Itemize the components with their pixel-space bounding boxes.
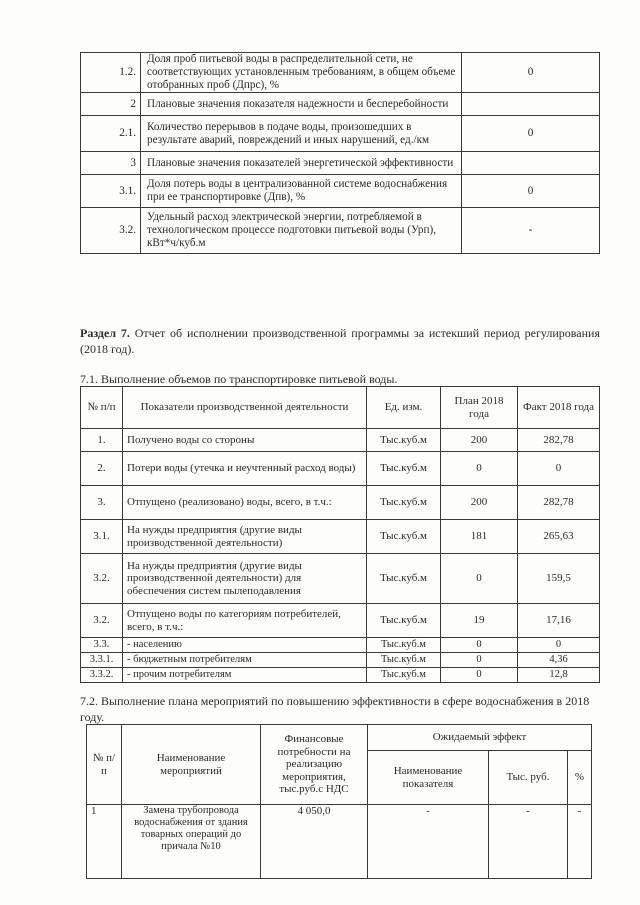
row-unit: Тыс.куб.м — [367, 429, 441, 452]
row-fact: 282,78 — [518, 486, 600, 520]
row-number: 2. — [81, 452, 123, 486]
row-fact: 265,63 — [518, 520, 600, 554]
row-plan: 200 — [441, 486, 518, 520]
table-row — [81, 93, 600, 116]
row-measure-name: Замена трубопровода водоснабжения от здания товарных операций до причала №10 — [122, 805, 261, 879]
row-text: Плановые значения показателя надежности и бесперебойности — [141, 93, 462, 116]
row-value: 0 — [462, 175, 600, 208]
row-text: Доля проб питьевой воды в распределительной сети, не соответствующих установленным требованиям, в общем объеме отобранных проб (Дпрс), % — [141, 53, 462, 93]
indicators-table — [80, 52, 600, 254]
table-row — [81, 116, 600, 152]
header-name: Наименование мероприятий — [122, 725, 261, 805]
measures-table — [86, 724, 592, 879]
row-indicator: - бюджетным потребителям — [123, 653, 367, 668]
table-row — [81, 486, 600, 520]
row-number: 3.2. — [81, 604, 123, 638]
row-number: 3.2. — [81, 554, 123, 604]
row-number: 3. — [81, 486, 123, 520]
row-unit: Тыс.куб.м — [367, 486, 441, 520]
table-7-2-caption: 7.2. Выполнение плана мероприятий по повышению эффективности в сфере водоснабжения в 2018 году. — [80, 694, 590, 724]
row-number: 3 — [81, 152, 141, 175]
row-fact: 159,5 — [518, 554, 600, 604]
row-indicator: - населению — [123, 638, 367, 653]
row-plan: 0 — [441, 554, 518, 604]
row-unit: Тыс.куб.м — [367, 604, 441, 638]
row-text: Доля потерь воды в централизованной системе водоснабжения при ее транспортировке (Дпв), % — [141, 175, 462, 208]
row-indicator: - прочим потребителям — [123, 668, 367, 683]
row-number: 3.1. — [81, 175, 141, 208]
row-text: Плановые значения показателей энергетической эффективности — [141, 152, 462, 175]
row-plan: 181 — [441, 520, 518, 554]
header-rub: Тыс. руб. — [489, 751, 568, 805]
row-plan: 0 — [441, 638, 518, 653]
row-fact: 12,8 — [518, 668, 600, 683]
row-indicator: - — [368, 805, 489, 879]
row-unit: Тыс.куб.м — [367, 520, 441, 554]
row-plan: 0 — [441, 452, 518, 486]
table-row — [81, 638, 600, 653]
section-7-label: Раздел 7. — [80, 326, 130, 340]
row-text: Количество перерывов в подаче воды, произошедших в результате аварий, повреждений и иных нарушений, ед./км — [141, 116, 462, 152]
row-indicator: На нужды предприятия (другие виды производственной деятельности) — [123, 520, 367, 554]
row-text: Удельный расход электрической энергии, потребляемой в технологическом процессе подготовки питьевой воды (Урп), кВт*ч/куб.м — [141, 208, 462, 254]
row-indicator: Потери воды (утечка и неучтенный расход воды) — [123, 452, 367, 486]
table-row — [81, 175, 600, 208]
row-number: 3.1. — [81, 520, 123, 554]
table-row — [81, 452, 600, 486]
header-fact: Факт 2018 года — [518, 387, 600, 429]
row-indicator: Получено воды со стороны — [123, 429, 367, 452]
row-unit: Тыс.куб.м — [367, 554, 441, 604]
row-plan: 19 — [441, 604, 518, 638]
row-number: 3.2. — [81, 208, 141, 254]
row-unit: Тыс.куб.м — [367, 638, 441, 653]
table-row — [81, 653, 600, 668]
table-row — [81, 208, 600, 254]
header-finance: Финансовые потребности на реализацию мероприятия, тыс.руб.с НДС — [261, 725, 368, 805]
row-unit: Тыс.куб.м — [367, 452, 441, 486]
row-value — [462, 152, 600, 175]
header-num: № п/п — [81, 387, 123, 429]
row-pct: - — [568, 805, 592, 879]
row-number: 1 — [87, 805, 122, 879]
row-number: 1.2. — [81, 53, 141, 93]
row-number: 3.3.2. — [81, 668, 123, 683]
water-transport-table — [80, 386, 600, 683]
table-row — [81, 668, 600, 683]
table-row — [81, 152, 600, 175]
row-fact: 17,16 — [518, 604, 600, 638]
row-indicator: Отпущено (реализовано) воды, всего, в т.ч.: — [123, 486, 367, 520]
row-fact: 282,78 — [518, 429, 600, 452]
table-header-row — [87, 725, 592, 751]
row-rub: - — [489, 805, 568, 879]
row-value — [462, 93, 600, 116]
header-plan: План 2018 года — [441, 387, 518, 429]
row-plan: 200 — [441, 429, 518, 452]
row-indicator: На нужды предприятия (другие виды производственной деятельности) для обеспечения систем пылеподавления — [123, 554, 367, 604]
table-row — [81, 520, 600, 554]
header-effect: Ожидаемый эффект — [368, 725, 592, 751]
header-num: № п/п — [87, 725, 122, 805]
table-row — [87, 805, 592, 879]
row-fact: 0 — [518, 638, 600, 653]
row-plan: 0 — [441, 668, 518, 683]
row-unit: Тыс.куб.м — [367, 653, 441, 668]
row-number: 3.3. — [81, 638, 123, 653]
table-header-row — [81, 387, 600, 429]
row-number: 1. — [81, 429, 123, 452]
table-row — [81, 53, 600, 93]
table-7-1-caption: 7.1. Выполнение объемов по транспортировке питьевой воды. — [80, 372, 398, 386]
table-row — [81, 604, 600, 638]
header-indicator: Наименование показателя — [368, 751, 489, 805]
row-value: 0 — [462, 53, 600, 93]
row-indicator: Отпущено воды по категориям потребителей, всего, в т.ч.: — [123, 604, 367, 638]
row-unit: Тыс.куб.м — [367, 668, 441, 683]
header-pct: % — [568, 751, 592, 805]
header-indicator: Показатели производственной деятельности — [123, 387, 367, 429]
row-fact: 4,36 — [518, 653, 600, 668]
header-unit: Ед. изм. — [367, 387, 441, 429]
section-7-heading — [80, 325, 600, 357]
row-fact: 0 — [518, 452, 600, 486]
row-number: 3.3.1. — [81, 653, 123, 668]
row-value: 0 — [462, 116, 600, 152]
row-number: 2 — [81, 93, 141, 116]
row-number: 2.1. — [81, 116, 141, 152]
table-row — [81, 554, 600, 604]
row-plan: 0 — [441, 653, 518, 668]
section-7-text: Отчет об исполнении производственной программы за истекший период регулирования (2018 год). — [80, 326, 600, 357]
table-row — [81, 429, 600, 452]
row-value: - — [462, 208, 600, 254]
row-finance: 4 050,0 — [261, 805, 368, 879]
